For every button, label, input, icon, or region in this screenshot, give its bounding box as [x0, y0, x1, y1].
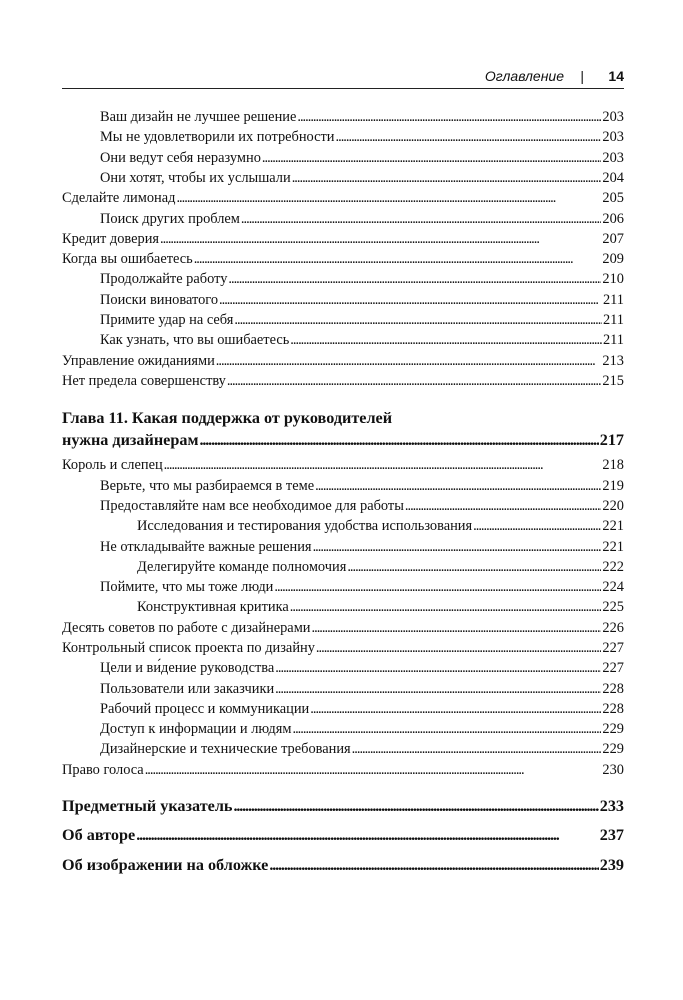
toc-entry: Примите удар на себя . . . 211: [100, 310, 624, 330]
toc-page-number: 220: [602, 498, 624, 514]
toc-entry: Доступ к информации и людям . . . 229: [100, 719, 624, 739]
toc-back-matter-entry: Об авторе . . . 237: [62, 824, 624, 846]
dot-leader: [219, 290, 602, 310]
toc-page-number: 206: [602, 211, 624, 227]
toc-page-number: 233: [599, 797, 624, 815]
toc-page-number: 239: [599, 856, 624, 874]
dot-leader: [310, 699, 601, 719]
toc-page-number: 225: [602, 599, 624, 615]
dot-leader: [275, 679, 601, 699]
dot-leader: [405, 496, 602, 516]
toc-page-number: 209: [602, 251, 624, 267]
toc-page-number: 221: [602, 539, 624, 555]
toc-page-number: 211: [602, 312, 624, 328]
toc-entry: Исследования и тестирования удобства использования . . . 221: [137, 516, 624, 536]
toc-page-number: 217: [599, 431, 624, 449]
chapter-title-line2: нужна дизайнерам . . . 217: [62, 429, 624, 451]
dot-leader: [233, 795, 598, 817]
toc-entry: Мы не удовлетворили их потребности . . . 203: [100, 127, 624, 147]
toc-entry: Дизайнерские и технические требования . . . 229: [100, 739, 624, 759]
toc-entry: Сделайте лимонад . . . 205: [62, 188, 624, 208]
toc-page-number: 222: [602, 559, 624, 575]
toc-page-number: 205: [602, 190, 624, 206]
toc-entry: Десять советов по работе с дизайнерами . . . 226: [62, 618, 624, 638]
dot-leader: [315, 476, 601, 496]
toc-entry: Пользователи или заказчики . . . 228: [100, 679, 624, 699]
toc-entry: Король и слепец . . . 218: [62, 455, 624, 475]
dot-leader: [200, 429, 599, 451]
toc-page-number: 207: [602, 231, 624, 247]
toc-page-number: 237: [599, 826, 624, 844]
running-header: [62, 64, 624, 89]
toc-page-number: 203: [602, 129, 624, 145]
header-page-number: 14: [608, 68, 624, 84]
header-title: Оглавление: [484, 68, 564, 84]
dot-leader: [316, 638, 601, 658]
toc-entry: Рабочий процесс и коммуникации . . . 228: [100, 699, 624, 719]
dot-leader: [275, 658, 601, 678]
dot-leader: [164, 455, 602, 475]
toc-page-number: 215: [602, 373, 624, 389]
toc-entry: Не откладывайте важные решения . . . 221: [100, 537, 624, 557]
toc-page-number: 204: [602, 170, 624, 186]
dot-leader: [234, 310, 602, 330]
dot-leader: [176, 188, 601, 208]
dot-leader: [269, 854, 598, 876]
toc-page-number: 213: [602, 353, 624, 369]
dot-leader: [228, 269, 601, 289]
dot-leader: [290, 330, 602, 350]
toc-page-number: 226: [602, 620, 624, 636]
dot-leader: [136, 824, 599, 846]
dot-leader: [473, 516, 601, 536]
dot-leader: [241, 209, 601, 229]
toc-page-number: 210: [602, 271, 624, 287]
toc-page-number: 211: [602, 292, 624, 308]
dot-leader: [274, 577, 601, 597]
toc-entry: Они ведут себя неразумно . . . 203: [100, 148, 624, 168]
dot-leader: [194, 249, 602, 269]
dot-leader: [292, 168, 602, 188]
toc-page-number: 224: [602, 579, 624, 595]
toc-entry: Ваш дизайн не лучшее решение . . . 203: [100, 107, 624, 127]
dot-leader: [297, 107, 601, 127]
toc-page-number: 229: [602, 741, 624, 757]
toc-entry: Управление ожиданиями . . . 213: [62, 351, 624, 371]
dot-leader: [227, 371, 602, 391]
toc-entry: Конструктивная критика . . . 225: [137, 597, 624, 617]
toc-page-number: 227: [602, 660, 624, 676]
toc-entry: Поиски виноватого . . . 211: [100, 290, 624, 310]
toc-back-matter-entry: Об изображении на обложке . . . 239: [62, 854, 624, 876]
dot-leader: [145, 760, 602, 780]
toc-entry: Делегируйте команде полномочия . . . 222: [137, 557, 624, 577]
toc-entry: Нет предела совершенству . . . 215: [62, 371, 624, 391]
dot-leader: [290, 597, 602, 617]
dot-leader: [160, 229, 601, 249]
header-separator: |: [580, 68, 584, 84]
dot-leader: [352, 739, 602, 759]
toc-entry: Верьте, что мы разбираемся в теме . . . 219: [100, 476, 624, 496]
toc-entry: Они хотят, чтобы их услышали . . . 204: [100, 168, 624, 188]
toc-page-number: 221: [602, 518, 624, 534]
toc-entry: Как узнать, что вы ошибаетесь . . . 211: [100, 330, 624, 350]
toc-entry: Контрольный список проекта по дизайну . . . 227: [62, 638, 624, 658]
toc-entry: Поймите, что мы тоже люди . . . 224: [100, 577, 624, 597]
dot-leader: [262, 148, 602, 168]
toc-entry: Поиск других проблем . . . 206: [100, 209, 624, 229]
toc-page-number: 230: [602, 762, 624, 778]
toc-entry: Предоставляйте нам все необходимое для работы . . . 220: [100, 496, 624, 516]
toc-back-matter-entry: Предметный указатель . . . 233: [62, 795, 624, 817]
dot-leader: [216, 351, 602, 371]
toc-page-number: 228: [602, 701, 624, 717]
toc-entry: Когда вы ошибаетесь . . . 209: [62, 249, 624, 269]
dot-leader: [336, 127, 602, 147]
toc-page-number: 228: [602, 681, 624, 697]
toc-entry: Кредит доверия . . . 207: [62, 229, 624, 249]
toc-page-number: 203: [602, 109, 624, 125]
toc-entry: Цели и ви́дение руководства . . . 227: [100, 658, 624, 678]
toc-page-number: 227: [602, 640, 624, 656]
toc-entry: Продолжайте работу . . . 210: [100, 269, 624, 289]
dot-leader: [312, 618, 602, 638]
dot-leader: [347, 557, 601, 577]
dot-leader: [292, 719, 601, 739]
chapter-title: Глава 11. Какая поддержка от руководителей: [62, 409, 393, 427]
toc-entry: Право голоса . . . 230: [62, 760, 624, 780]
toc-page-number: 229: [602, 721, 624, 737]
dot-leader: [313, 537, 602, 557]
toc-page-number: 218: [602, 457, 624, 473]
toc-page-number: 203: [602, 150, 624, 166]
toc-page-number: 211: [602, 332, 624, 348]
toc-page-number: 219: [602, 478, 624, 494]
